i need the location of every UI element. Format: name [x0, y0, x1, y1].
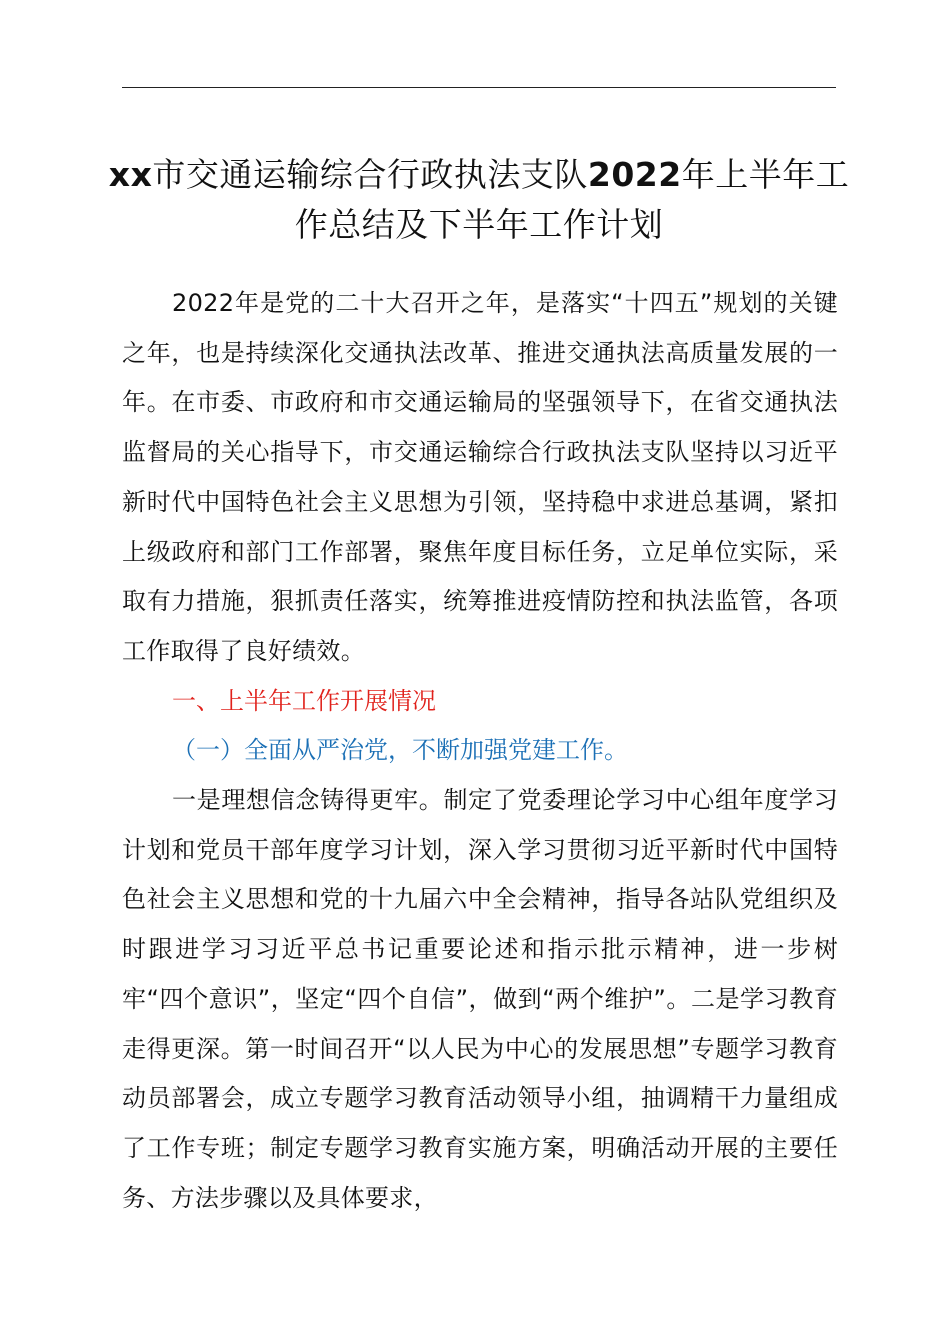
title-prefix: xx — [108, 155, 153, 194]
subsection-heading: （一）全面从严治党，不断加强党建工作。 — [172, 736, 628, 765]
document-body — [122, 279, 838, 1223]
title-year: 2022 — [587, 155, 682, 194]
header-rule — [122, 87, 836, 88]
intro-paragraph: 2022年是党的二十大召开之年，是落实“十四五”规划的关键之年，也是持续深化交通执法改革、推进交通执法高质量发展的一年。在市委、市政府和市交通运输局的坚强领导下，在省交通执法监督局的关心指导下，市交通运输综合行政执法支队坚持以习近平新时代中国特色社会主义思想为引领，坚持稳中求进总基调，紧扣上级政府和部门工作部署，聚焦年度目标任务，立足单位实际，采取有力措施，狠抓责任落实，统筹推进疫情防控和执法监管，各项工作取得了良好绩效。 — [122, 289, 838, 665]
title-rest: 年上半年工作总结及下半年工作计划 — [294, 155, 850, 244]
document-title — [100, 150, 858, 250]
title-org: 市交通运输综合行政执法支队 — [152, 155, 588, 194]
section-heading: 一、上半年工作开展情况 — [172, 686, 436, 715]
body-paragraph: 一是理想信念铸得更牢。制定了党委理论学习中心组年度学习计划和党员干部年度学习计划，深入学习贯彻习近平新时代中国特色社会主义思想和党的十九届六中全会精神，指导各站队党组织及时跟进学习习近平总书记重要论述和指示批示精神，进一步树牢“四个意识”，坚定“四个自信”，做到“两个维护”。二是学习教育走得更深。第一时间召开“以人民为中心的发展思想”专题学习教育动员部署会，成立专题学习教育活动领导小组，抽调精干力量组成了工作专班；制定专题学习教育实施方案，明确活动开展的主要任务、方法步骤以及具体要求， — [122, 786, 838, 1212]
